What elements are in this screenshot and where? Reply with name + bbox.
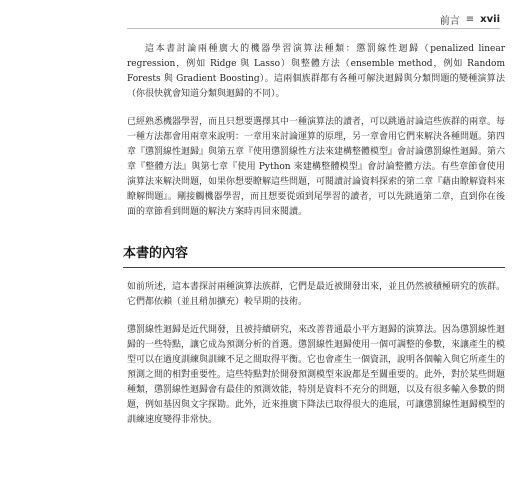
running-header (440, 12, 500, 27)
page-body (123, 42, 506, 428)
body-paragraph: 已經熟悉機器學習，而且只想要選擇其中一種演算法的讀者，可以跳過討論這些族群的兩章。每一種方法都會用兩章來說明：一章用來討論運算的原理，另一章會用它們來解決各種問題。第四章『懲罰線性迴歸』與第五章『使用懲罰線性方法來建構整體模型』會討論懲罰線性迴歸。第六章『整體方法』與第七章『使用 Python 來建構整體模型』會討論整體方法。有些章節會使用演算法來解決問題，如果你想要瞭解這些問題，可閱讀討論資料探索的第二章『藉由瞭解資料來瞭解問題』。剛接觸機器學習，而且想要從頭到尾學習的讀者，可以先跳過第二章，直到你在後面的章節看到問題的解決方案時再回來閱讀。 (127, 117, 506, 217)
header-divider (127, 28, 500, 29)
body-paragraph: 懲罰線性迴歸是近代開發，且被持續研究，來改善普通最小平方迴歸的演算法。因為懲罰線性迴歸的一些特點，讓它成為預測分析的首選。懲罰線性迴歸使用一個可調整的參數，來讓產生的模型可以在過度訓練與訓練不足之間取得平衡。它也會產生一個資訊，說明各個輸入與它所產生的預測之間的相對重要性。這些特點對於開發預測模型來說都是至關重要的。此外，對於某些問題種類，懲罰線性迴歸會有最佳的預測效能，特別是資料不充分的問題，以及有很多輸入參數的問題，例如基因與文字探勘。此外，近來推廣下降法已取得很大的進展，可讓懲罰線性迴歸模型的訓練速度變得非常快。 (127, 325, 506, 425)
header-menu-icon: ≡ (465, 14, 475, 25)
page-number: xvii (480, 14, 500, 25)
body-paragraph: 這本書討論兩種廣大的機器學習演算法種類：懲罰線性迴歸（penalized linear regression，例如 Ridge 與 Lasso）與整體方法（ensemble method，例如 Random Forests 與 Gradient Boosting）。這兩個族群都有各種可解決迴歸與分類問題的變種演算法（你很快就會知道分類與迴歸的不同）。 (127, 44, 505, 99)
section-heading: 本書的內容 (123, 246, 189, 261)
body-paragraph: 如前所述，這本書探討兩種演算法族群，它們是最近被開發出來，並且仍然被積極研究的族群。它們都依賴（並且稍加擴充）較早期的技術。 (127, 282, 506, 307)
section-divider (123, 267, 505, 268)
header-section-name: 前言 (439, 16, 460, 27)
